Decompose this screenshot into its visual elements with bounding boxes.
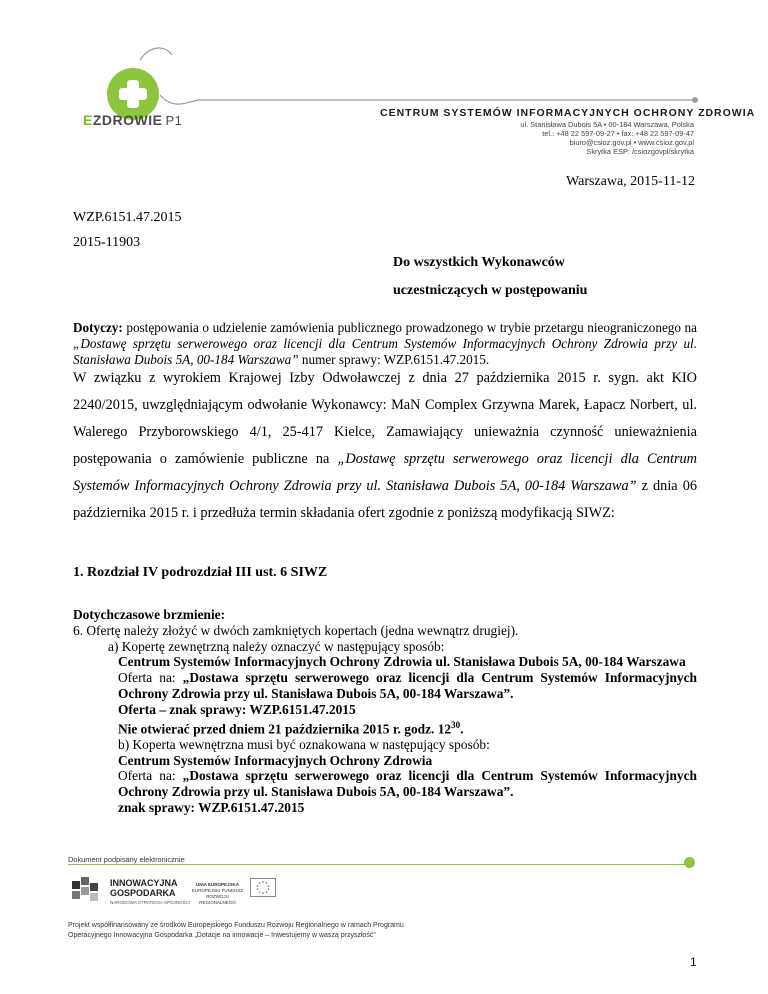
main-paragraph: W związku z wyrokiem Krajowej Izby Odwoławczej z dnia 27 października 2015 r. sygn. akt KIO 2240/2015, uwzględniającym odwołanie Wykonawcy: MaN Complex Grzywna Marek, Łapacz Norbert, ul. Walerego Przyborowskiego 4/1, 25-417 Kielce, Zamawiający unieważnia czynność unieważnienia postępowania o zamówienie publiczne na „Dostawę sprzętu serwerowego oraz licencji dla Centrum Systemów Informacyjnych Ochrony Zdrowia przy ul. Stanisława Dubois 5A, 00-184 Warszawa” z dnia 06 października 2015 r. i przedłuża termin składania ofert zgodnie z poniższą modyfikacją SIWZ:	[73, 370, 697, 521]
inner-envelope-org: Centrum Systemów Informacyjnych Ochrony Zdrowia	[118, 752, 433, 768]
innov-subtitle: NARODOWA STRATEGIA SPÓJNOŚCI	[110, 900, 191, 905]
subject-paragraph: Dotyczy: postępowania o udzielenie zamówienia publicznego prowadzonego w trybie przetargu nieograniczonego na „Dostawę sprzętu serwerowego oraz licencji dla Centrum Systemów Informacyjnych Ochrony Zdrowia przy ul. Stanisława Dubois 5A, 00-184 Warszawa” numer sprawy: WZP.6151.47.2015.	[73, 320, 697, 367]
point-b: b) Koperta wewnętrzna musi być oznakowana w następujący sposób:	[118, 736, 490, 752]
electronic-signature-label: Dokument podpisany elektronicznie	[68, 855, 185, 864]
esp-box-line: Skrytka ESP: /csiozgovpl/skrytka	[586, 147, 694, 156]
outer-envelope-offer: Oferta na: „Dostawa sprzętu serwerowego oraz licencji dla Centrum Systemów Informacyjnych Ochrony Zdrowia przy ul. Stanisława Dubois 5A, 00-184 Warszawa”.	[118, 670, 697, 701]
eu-flag-icon	[250, 878, 276, 897]
page-number: 1	[690, 955, 697, 969]
document-number: 2015-11903	[73, 235, 141, 250]
point-6: 6. Ofertę należy złożyć w dwóch zamkniętych kopertach (jedna wewnątrz drugiej).	[73, 622, 519, 638]
outer-envelope-open-date: Nie otwierać przed dniem 21 października 2015 r. godz. $12^{30}$.	[118, 719, 464, 737]
outer-envelope-org: Centrum Systemów Informacyjnych Ochrony Zdrowia ul. Stanisława Dubois 5A, 00-184 Warszawa	[118, 654, 686, 670]
email-web-line: biuro@csioz.gov.pl • www.csioz.gov.pl	[569, 138, 694, 147]
reference-number: WZP.6151.47.2015	[73, 210, 182, 225]
innowacyjna-gospodarka-text: INNOWACYJNA GOSPODARKA	[110, 878, 178, 898]
project-funding-line-1: Projekt współfinansowany ze środków Europejskiego Funduszu Rozwoju Regionalnego w ramach Programu	[68, 922, 404, 929]
ezdrowie-logo-text: EZDROWIE P1	[83, 112, 183, 128]
recipient-line-2: uczestniczących w postępowaniu	[393, 283, 588, 298]
inner-envelope-case: znak sprawy: WZP.6151.47.2015	[118, 800, 305, 816]
previous-wording-block	[73, 607, 697, 816]
point-a: a) Kopertę zewnętrzną należy oznaczyć w następujący sposób:	[108, 638, 445, 654]
organization-name: CENTRUM SYSTEMÓW INFORMACYJNYCH OCHRONY ZDROWIA	[380, 107, 756, 119]
outer-envelope-case: Oferta – znak sprawy: WZP.6151.47.2015	[118, 701, 356, 717]
section-heading: 1. Rozdział IV podrozdział III ust. 6 SIWZ	[73, 565, 328, 580]
phone-line: tel.: +48 22 597-09-27 • fax: +48 22 597-09-47	[542, 129, 694, 138]
inner-envelope-offer: Oferta na: „Dostawa sprzętu serwerowego oraz licencji dla Centrum Systemów Informacyjnych Ochrony Zdrowia przy ul. Stanisława Dubois 5A, 00-184 Warszawa”.	[118, 768, 697, 800]
address-line: ul. Stanisława Dubois 5A • 00-184 Warszawa, Polska	[520, 120, 694, 129]
eu-label: UNIA EUROPEJSKA EUROPEJSKI FUNDUSZ ROZWOJU REGIONALNEGO	[191, 882, 244, 905]
date-line: Warszawa, 2015-11-12	[566, 174, 695, 189]
recipient-line-1: Do wszystkich Wykonawców	[393, 255, 565, 270]
project-funding-line-2: Operacyjnego Innowacyjna Gospodarka „Dotacje na innowacje – Inwestujemy w waszą przyszłość”	[68, 932, 376, 939]
footer-dot	[684, 857, 695, 868]
footer-divider	[68, 864, 688, 865]
previous-wording-heading: Dotychczasowe brzmienie:	[73, 607, 226, 622]
